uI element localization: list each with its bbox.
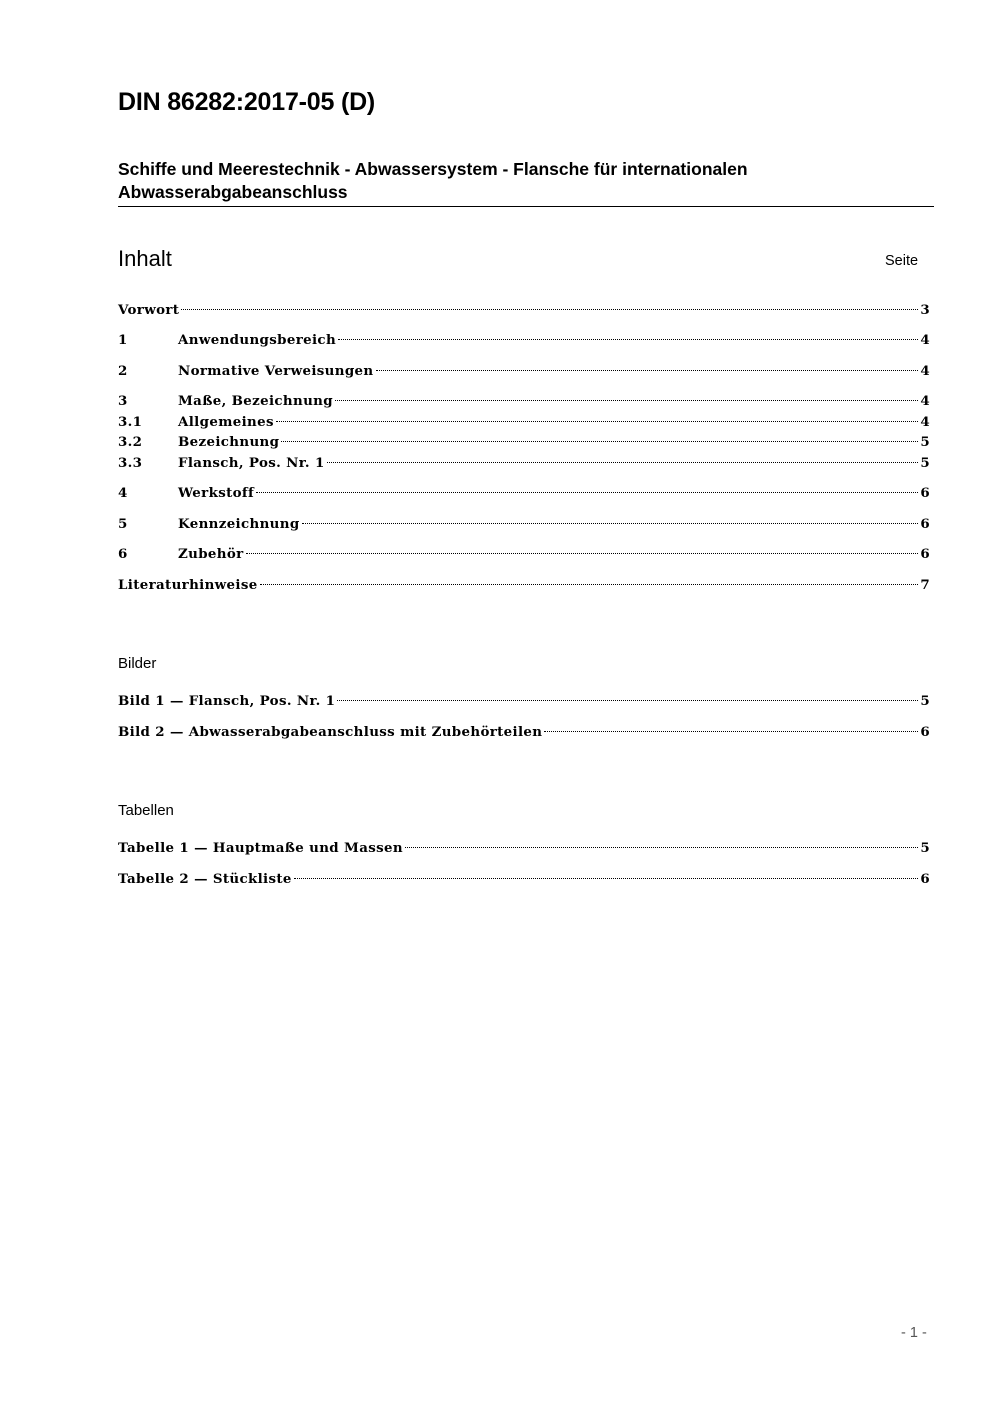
leader-dots <box>246 553 919 554</box>
toc-page-column-label: Seite <box>885 253 919 269</box>
table-entry-label: Tabelle 1 — Hauptmaße und Massen <box>118 840 403 856</box>
toc-entry-label: Vorwort <box>118 302 180 318</box>
toc-entry-vorwort[interactable] <box>118 302 930 322</box>
toc-entry-label: Flansch, Pos. Nr. 1 <box>178 455 325 471</box>
toc-entry-page: 3 <box>920 302 930 318</box>
leader-dots <box>335 400 918 401</box>
toc-entry-page: 4 <box>920 414 930 430</box>
document-title <box>118 158 934 207</box>
table-entry-page: 6 <box>920 871 930 887</box>
figure-entry-label: Bild 1 — Flansch, Pos. Nr. 1 <box>118 693 336 709</box>
figure-entry-page: 5 <box>920 693 930 709</box>
leader-dots <box>294 878 919 879</box>
toc-entry-page: 6 <box>920 485 930 501</box>
document-title-line-1: Schiffe und Meerestechnik - Abwassersystem - Flansche für internationalen <box>118 159 748 179</box>
toc-entry-page: 4 <box>920 393 930 409</box>
table-entry-1[interactable] <box>118 840 930 860</box>
toc-entry-label: Zubehör <box>178 546 244 562</box>
toc-entry-5[interactable] <box>118 516 930 536</box>
table-entry-label: Tabelle 2 — Stückliste <box>118 871 292 887</box>
toc-entry-label: Werkstoff <box>178 485 255 501</box>
toc-entry-number: 2 <box>118 363 128 379</box>
figure-entry-label: Bild 2 — Abwasserabgabeanschluss mit Zubehörteilen <box>118 724 543 740</box>
leader-dots <box>376 370 919 371</box>
leader-dots <box>302 523 919 524</box>
toc-entry-number: 5 <box>118 516 128 532</box>
toc-entry-3[interactable] <box>118 393 930 413</box>
toc-entry-page: 4 <box>920 332 930 348</box>
toc-entry-number: 1 <box>118 332 128 348</box>
leader-dots <box>405 847 918 848</box>
leader-dots <box>544 731 918 732</box>
toc-entry-number: 4 <box>118 485 128 501</box>
toc-entry-1[interactable] <box>118 332 930 352</box>
leader-dots <box>337 700 918 701</box>
table-entry-2[interactable] <box>118 871 930 891</box>
toc-entry-number: 3.2 <box>118 434 143 450</box>
toc-entry-6[interactable] <box>118 546 930 566</box>
toc-entry-3-3[interactable] <box>118 455 930 475</box>
toc-entry-3-1[interactable] <box>118 414 930 434</box>
toc-entry-number: 3.3 <box>118 455 143 471</box>
leader-dots <box>181 309 918 310</box>
toc-entry-label: Anwendungsbereich <box>178 332 337 348</box>
toc-entry-literaturhinweise[interactable] <box>118 577 930 597</box>
toc-entry-2[interactable] <box>118 363 930 383</box>
tables-heading: Tabellen <box>118 802 174 819</box>
toc-entry-page: 5 <box>920 455 930 471</box>
leader-dots <box>256 492 918 493</box>
toc-entry-page: 4 <box>920 363 930 379</box>
toc-entry-label: Bezeichnung <box>178 434 280 450</box>
figures-heading: Bilder <box>118 655 157 672</box>
toc-entry-page: 6 <box>920 516 930 532</box>
leader-dots <box>276 421 918 422</box>
figure-entry-page: 6 <box>920 724 930 740</box>
toc-entry-3-2[interactable] <box>118 434 930 454</box>
leader-dots <box>260 584 919 585</box>
toc-heading: Inhalt <box>118 246 172 271</box>
document-id: DIN 86282:2017-05 (D) <box>118 88 376 116</box>
toc-entry-label: Allgemeines <box>178 414 274 430</box>
figure-entry-2[interactable] <box>118 724 930 744</box>
toc-entry-page: 7 <box>920 577 930 593</box>
figure-entry-1[interactable] <box>118 693 930 713</box>
toc-entry-label: Literaturhinweise <box>118 577 258 593</box>
leader-dots <box>327 462 919 463</box>
document-title-line-2: Abwasserabgabeanschluss <box>118 182 348 202</box>
toc-entry-page: 6 <box>920 546 930 562</box>
toc-entry-label: Kennzeichnung <box>178 516 300 532</box>
toc-entry-number: 6 <box>118 546 128 562</box>
leader-dots <box>338 339 918 340</box>
leader-dots <box>281 441 918 442</box>
table-entry-page: 5 <box>920 840 930 856</box>
toc-entry-number: 3.1 <box>118 414 143 430</box>
toc-entry-number: 3 <box>118 393 128 409</box>
toc-entry-label: Maße, Bezeichnung <box>178 393 333 409</box>
page-number: - 1 - <box>901 1325 927 1341</box>
toc-entry-label: Normative Verweisungen <box>178 363 374 379</box>
toc-entry-4[interactable] <box>118 485 930 505</box>
toc-entry-page: 5 <box>920 434 930 450</box>
